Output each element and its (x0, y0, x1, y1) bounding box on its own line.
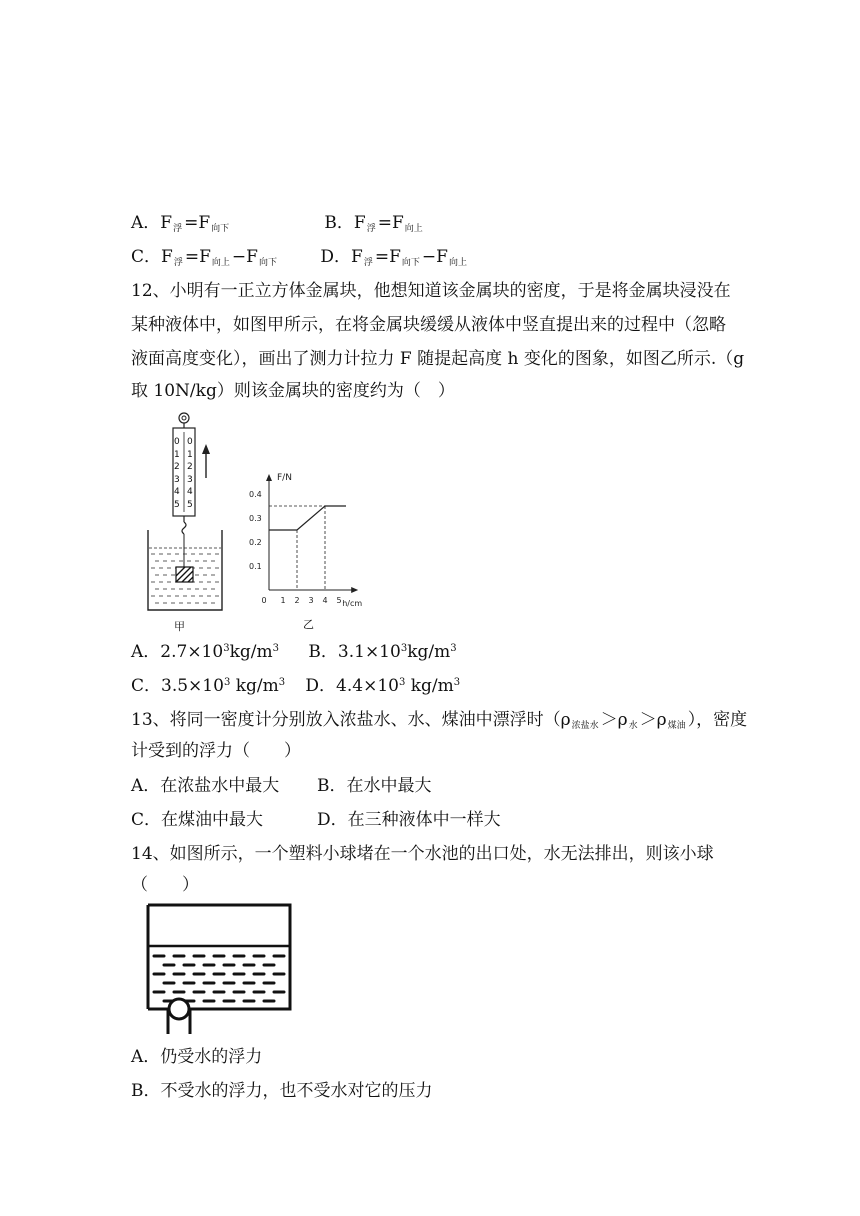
y-axis-arrow (266, 474, 272, 481)
option-letter: B． (324, 213, 354, 233)
subscript: 浓盐水 (571, 721, 599, 731)
option-text: −F (231, 247, 258, 267)
stem-text: ），密度 (687, 710, 748, 730)
scale-mark: 1 (174, 449, 180, 460)
q12-option-row-2 (131, 675, 460, 700)
q11-option-a (131, 212, 319, 237)
option-text: −F (421, 247, 448, 267)
water-dashes (154, 956, 284, 1001)
q14-option-b: B．不受水的浮力，也不受水对它的压力 (131, 1081, 433, 1101)
subscript: 浮 (363, 258, 373, 268)
stem-text: 13、将同一密度计分别放入浓盐水、水、煤油中漂浮时（ (131, 710, 561, 730)
superscript: 3 (278, 677, 286, 688)
scale-mark: 1 (187, 449, 193, 460)
q13-option-row-1 (131, 775, 432, 797)
superscript: 3 (453, 677, 461, 688)
option-letter: D． (305, 676, 337, 696)
scale-mark: 0 (187, 437, 193, 447)
scale-mark: 4 (174, 487, 180, 497)
superscript: 3 (450, 643, 457, 654)
x-axis-arrow (351, 587, 358, 593)
rho-symbol: ρ (617, 710, 628, 730)
q13-stem-line-2: 计受到的浮力（ ） (131, 741, 301, 761)
option-text: =F (184, 213, 211, 233)
scale-mark: 0 (174, 437, 180, 447)
rho-symbol: ρ (560, 710, 571, 730)
option-letter: A． (131, 213, 161, 233)
q13-stem-line-1 (131, 709, 747, 734)
x-tick-label: 1 (280, 596, 286, 605)
q12-stem-line-4: 取 10N/kg）则该金属块的密度约为（ ） (131, 381, 455, 401)
option-text: 4.4×10 (336, 676, 399, 696)
figure-jia (140, 408, 240, 638)
q11-option-b (324, 212, 424, 237)
figure-pool (140, 902, 300, 1042)
q13-option-a: A．在浓盐水中最大 (131, 776, 280, 796)
scale-marks-right (187, 436, 197, 511)
scale-mark: 5 (174, 499, 180, 510)
superscript: 3 (272, 643, 279, 654)
option-letter: D． (320, 247, 352, 267)
series-line (269, 506, 346, 530)
option-text: F (160, 213, 173, 233)
option-text: kg/m (405, 676, 454, 696)
q12-stem-line-2: 某种液体中，如图甲所示，在将金属块缓缓从液体中竖直提出来的过程中（忽略 (131, 315, 726, 335)
option-letter: B． (308, 642, 338, 662)
rho-symbol: ρ (656, 710, 667, 730)
q12-option-a (131, 641, 303, 666)
x-axis-label: h/cm (342, 599, 363, 608)
scale-mark: 4 (187, 487, 193, 497)
subscript: 向下 (211, 224, 230, 234)
greater-than: ＞ (639, 710, 657, 730)
subscript: 浮 (173, 258, 183, 268)
subscript: 煤油 (667, 721, 686, 731)
option-text: 2.7×10 (160, 642, 224, 662)
scale-mark: 5 (187, 499, 193, 510)
q12-option-b (308, 641, 456, 666)
scale-mark: 2 (174, 462, 180, 472)
scale-mark: 3 (174, 474, 180, 485)
greater-than: ＞ (600, 710, 618, 730)
q11-option-row-2 (131, 246, 469, 271)
option-letter: A． (131, 642, 161, 662)
subscript: 向上 (404, 224, 423, 234)
subscript: 向下 (258, 258, 277, 268)
subscript: 浮 (173, 224, 183, 234)
x-tick-label: 4 (322, 596, 328, 605)
option-text: =F (377, 213, 404, 233)
y-tick-label: 0.4 (249, 490, 262, 499)
option-text: kg/m (230, 676, 279, 696)
x-tick-label: 5 (336, 596, 342, 605)
option-text: F (351, 247, 363, 267)
figure-yi-label: 乙 (303, 618, 314, 631)
q12-stem-line-3: 液面高度变化），画出了测力计拉力 F 随提起高度 h 变化的图象，如图乙所示.（g (131, 349, 745, 369)
x-tick-label: 2 (294, 596, 300, 605)
q11-option-row-1 (131, 212, 425, 237)
q13-option-d: D．在三种液体中一样大 (317, 810, 501, 830)
q11-option-c (131, 246, 315, 271)
subscript: 水 (628, 721, 638, 731)
figure-jia-label: 甲 (174, 620, 185, 633)
option-letter: C． (131, 676, 162, 696)
option-text: kg/m (229, 642, 273, 662)
superscript: 3 (223, 677, 231, 688)
q14-option-a: A．仍受水的浮力 (131, 1047, 263, 1067)
q13-option-c: C．在煤油中最大 (131, 810, 264, 830)
pool-ball-diagram (140, 902, 300, 1042)
option-text: F (161, 247, 173, 267)
option-text: 3.5×10 (161, 676, 224, 696)
superscript: 3 (223, 643, 230, 654)
option-text: F (353, 213, 366, 233)
y-axis-label: F/N (277, 473, 292, 483)
subscript: 向上 (448, 258, 467, 268)
subscript: 向下 (401, 258, 420, 268)
q12-stem-line-1: 12、小明有一正立方体金属块，他想知道该金属块的密度，于是将金属块浸没在 (131, 281, 731, 301)
y-tick-label: 0.1 (249, 562, 262, 571)
q12-option-row-1 (131, 641, 457, 666)
option-text: =F (184, 247, 211, 267)
y-tick-label: 0.3 (249, 514, 262, 523)
scale-mark: 2 (187, 462, 193, 472)
q13-option-b: B．在水中最大 (317, 776, 432, 796)
q11-option-d (320, 246, 469, 271)
q14-stem-line-1: 14、如图所示，一个塑料小球堵在一个水池的出口处，水无法排出，则该小球 (131, 844, 714, 864)
option-text: =F (374, 247, 401, 267)
scale-marks-left (174, 436, 184, 511)
subscript: 向上 (211, 258, 230, 268)
scale-mark: 3 (187, 474, 193, 485)
option-letter: C． (131, 247, 162, 267)
q12-option-d (305, 675, 460, 700)
x-tick-label: 0 (261, 596, 267, 605)
f-h-graph (245, 448, 395, 608)
subscript: 浮 (366, 224, 376, 234)
option-text: kg/m (407, 642, 451, 662)
ball-icon (169, 999, 189, 1019)
superscript: 3 (400, 643, 408, 654)
q12-option-c (131, 675, 300, 700)
q13-option-row-2 (131, 809, 501, 831)
superscript: 3 (398, 677, 406, 688)
x-tick-label: 3 (308, 596, 314, 605)
q14-stem-line-2: （ ） (131, 875, 199, 895)
y-tick-label: 0.2 (249, 538, 262, 547)
option-text: 3.1×10 (337, 642, 401, 662)
figure-yi (245, 448, 395, 638)
